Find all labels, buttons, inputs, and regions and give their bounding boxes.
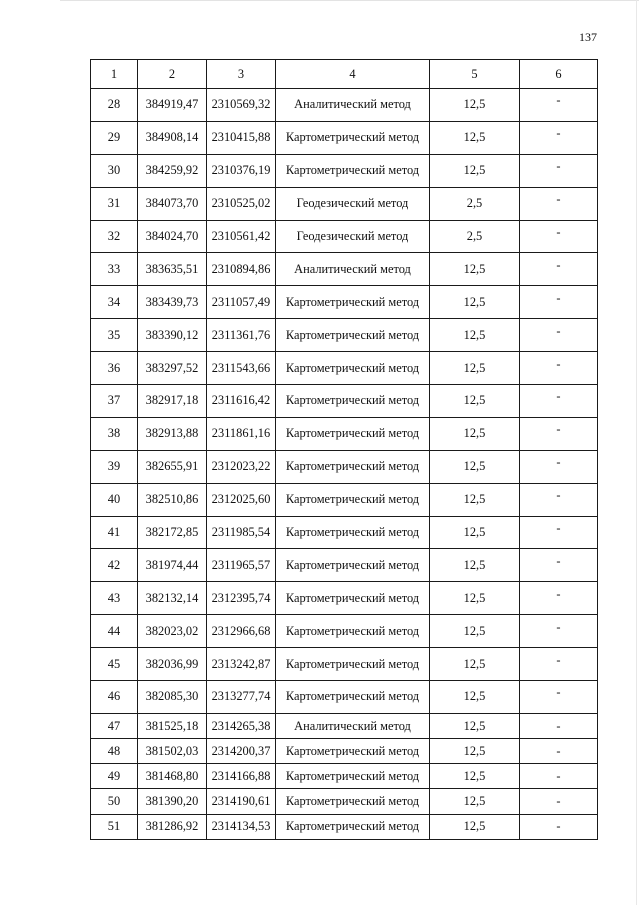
column-header: 2 (138, 60, 207, 89)
dash-mark: - (556, 323, 561, 338)
table-row (91, 483, 598, 516)
note-cell (520, 516, 598, 549)
y-coordinate-cell: 2311861,16 (207, 417, 276, 450)
x-coordinate-cell: 384908,14 (138, 121, 207, 154)
note-cell (520, 154, 598, 187)
x-coordinate-cell: 383439,73 (138, 286, 207, 319)
table-row (91, 615, 598, 648)
dash-mark: - (556, 455, 561, 470)
point-number-cell: 45 (91, 648, 138, 681)
method-cell: Аналитический метод (276, 713, 430, 738)
column-header: 5 (430, 60, 520, 89)
note-cell (520, 121, 598, 154)
page-right-edge (636, 0, 637, 905)
method-cell: Картометрический метод (276, 764, 430, 789)
point-number-cell: 35 (91, 319, 138, 352)
x-coordinate-cell: 381286,92 (138, 814, 207, 839)
point-number-cell: 49 (91, 764, 138, 789)
y-coordinate-cell: 2310561,42 (207, 220, 276, 253)
table-row (91, 739, 598, 764)
method-cell: Геодезический метод (276, 187, 430, 220)
method-cell: Картометрический метод (276, 417, 430, 450)
table-row (91, 516, 598, 549)
x-coordinate-cell: 381390,20 (138, 789, 207, 814)
table-row (91, 648, 598, 681)
dash-mark: - (556, 743, 561, 758)
point-number-cell: 38 (91, 417, 138, 450)
x-coordinate-cell: 382085,30 (138, 681, 207, 714)
table-row (91, 385, 598, 418)
y-coordinate-cell: 2314166,88 (207, 764, 276, 789)
y-coordinate-cell: 2311361,76 (207, 319, 276, 352)
note-cell (520, 89, 598, 122)
method-cell: Картометрический метод (276, 154, 430, 187)
point-number-cell: 47 (91, 713, 138, 738)
accuracy-cell: 12,5 (430, 739, 520, 764)
y-coordinate-cell: 2312966,68 (207, 615, 276, 648)
dash-mark: - (556, 619, 561, 634)
dash-mark: - (556, 521, 561, 536)
y-coordinate-cell: 2312023,22 (207, 450, 276, 483)
method-cell: Картометрический метод (276, 286, 430, 319)
accuracy-cell: 12,5 (430, 681, 520, 714)
note-cell (520, 253, 598, 286)
note-cell (520, 549, 598, 582)
note-cell (520, 187, 598, 220)
x-coordinate-cell: 384919,47 (138, 89, 207, 122)
dash-mark: - (556, 257, 561, 272)
dash-mark: - (556, 290, 561, 305)
accuracy-cell: 12,5 (430, 713, 520, 738)
accuracy-cell: 12,5 (430, 483, 520, 516)
point-number-cell: 32 (91, 220, 138, 253)
accuracy-cell: 12,5 (430, 352, 520, 385)
note-cell (520, 286, 598, 319)
x-coordinate-cell: 382036,99 (138, 648, 207, 681)
note-cell (520, 385, 598, 418)
x-coordinate-cell: 384024,70 (138, 220, 207, 253)
table-row (91, 187, 598, 220)
method-cell: Картометрический метод (276, 352, 430, 385)
y-coordinate-cell: 2311616,42 (207, 385, 276, 418)
y-coordinate-cell: 2310894,86 (207, 253, 276, 286)
y-coordinate-cell: 2311965,57 (207, 549, 276, 582)
x-coordinate-cell: 382655,91 (138, 450, 207, 483)
accuracy-cell: 2,5 (430, 220, 520, 253)
x-coordinate-cell: 383635,51 (138, 253, 207, 286)
method-cell: Картометрический метод (276, 648, 430, 681)
method-cell: Геодезический метод (276, 220, 430, 253)
point-number-cell: 33 (91, 253, 138, 286)
table-row (91, 319, 598, 352)
y-coordinate-cell: 2314134,53 (207, 814, 276, 839)
accuracy-cell: 2,5 (430, 187, 520, 220)
point-number-cell: 34 (91, 286, 138, 319)
y-coordinate-cell: 2310525,02 (207, 187, 276, 220)
note-cell (520, 220, 598, 253)
method-cell: Картометрический метод (276, 483, 430, 516)
dash-mark: - (556, 794, 561, 809)
note-cell (520, 319, 598, 352)
x-coordinate-cell: 381974,44 (138, 549, 207, 582)
accuracy-cell: 12,5 (430, 286, 520, 319)
accuracy-cell: 12,5 (430, 582, 520, 615)
point-number-cell: 39 (91, 450, 138, 483)
note-cell (520, 681, 598, 714)
table-row (91, 417, 598, 450)
table-row (91, 286, 598, 319)
dash-mark: - (556, 718, 561, 733)
note-cell (520, 814, 598, 839)
point-number-cell: 30 (91, 154, 138, 187)
method-cell: Картометрический метод (276, 549, 430, 582)
x-coordinate-cell: 381468,80 (138, 764, 207, 789)
y-coordinate-cell: 2310569,32 (207, 89, 276, 122)
method-cell: Картометрический метод (276, 121, 430, 154)
y-coordinate-cell: 2312025,60 (207, 483, 276, 516)
table-row (91, 154, 598, 187)
table-row (91, 89, 598, 122)
accuracy-cell: 12,5 (430, 385, 520, 418)
column-header: 6 (520, 60, 598, 89)
accuracy-cell: 12,5 (430, 154, 520, 187)
note-cell (520, 789, 598, 814)
note-cell (520, 648, 598, 681)
accuracy-cell: 12,5 (430, 764, 520, 789)
note-cell (520, 713, 598, 738)
method-cell: Картометрический метод (276, 615, 430, 648)
point-number-cell: 51 (91, 814, 138, 839)
method-cell: Картометрический метод (276, 789, 430, 814)
y-coordinate-cell: 2313277,74 (207, 681, 276, 714)
method-cell: Аналитический метод (276, 253, 430, 286)
point-number-cell: 48 (91, 739, 138, 764)
accuracy-cell: 12,5 (430, 253, 520, 286)
page-top-edge (60, 0, 639, 1)
note-cell (520, 450, 598, 483)
point-number-cell: 43 (91, 582, 138, 615)
x-coordinate-cell: 382510,86 (138, 483, 207, 516)
table-header-row (91, 60, 598, 89)
dash-mark: - (556, 586, 561, 601)
point-number-cell: 42 (91, 549, 138, 582)
dash-mark: - (556, 126, 561, 141)
dash-mark: - (556, 192, 561, 207)
method-cell: Картометрический метод (276, 681, 430, 714)
note-cell (520, 615, 598, 648)
x-coordinate-cell: 381525,18 (138, 713, 207, 738)
accuracy-cell: 12,5 (430, 814, 520, 839)
note-cell (520, 764, 598, 789)
y-coordinate-cell: 2311057,49 (207, 286, 276, 319)
accuracy-cell: 12,5 (430, 648, 520, 681)
x-coordinate-cell: 383297,52 (138, 352, 207, 385)
method-cell: Картометрический метод (276, 450, 430, 483)
x-coordinate-cell: 382172,85 (138, 516, 207, 549)
table-row (91, 681, 598, 714)
table-row (91, 352, 598, 385)
accuracy-cell: 12,5 (430, 121, 520, 154)
x-coordinate-cell: 382023,02 (138, 615, 207, 648)
method-cell: Картометрический метод (276, 739, 430, 764)
note-cell (520, 739, 598, 764)
page-number: 137 (579, 30, 597, 44)
point-number-cell: 44 (91, 615, 138, 648)
table-row (91, 220, 598, 253)
y-coordinate-cell: 2311985,54 (207, 516, 276, 549)
accuracy-cell: 12,5 (430, 450, 520, 483)
y-coordinate-cell: 2313242,87 (207, 648, 276, 681)
note-cell (520, 483, 598, 516)
method-cell: Картометрический метод (276, 582, 430, 615)
accuracy-cell: 12,5 (430, 516, 520, 549)
note-cell (520, 352, 598, 385)
method-cell: Картометрический метод (276, 385, 430, 418)
point-number-cell: 28 (91, 89, 138, 122)
table-row (91, 253, 598, 286)
y-coordinate-cell: 2311543,66 (207, 352, 276, 385)
x-coordinate-cell: 382913,88 (138, 417, 207, 450)
table-row (91, 764, 598, 789)
y-coordinate-cell: 2314200,37 (207, 739, 276, 764)
dash-mark: - (556, 553, 561, 568)
accuracy-cell: 12,5 (430, 319, 520, 352)
column-header: 4 (276, 60, 430, 89)
dash-mark: - (556, 685, 561, 700)
column-header: 1 (91, 60, 138, 89)
dash-mark: - (556, 422, 561, 437)
note-cell (520, 417, 598, 450)
point-number-cell: 36 (91, 352, 138, 385)
method-cell: Картометрический метод (276, 516, 430, 549)
x-coordinate-cell: 383390,12 (138, 319, 207, 352)
point-number-cell: 41 (91, 516, 138, 549)
dash-mark: - (556, 159, 561, 174)
method-cell: Картометрический метод (276, 319, 430, 352)
dash-mark: - (556, 356, 561, 371)
accuracy-cell: 12,5 (430, 789, 520, 814)
accuracy-cell: 12,5 (430, 89, 520, 122)
dash-mark: - (556, 819, 561, 834)
table-row (91, 814, 598, 839)
point-number-cell: 31 (91, 187, 138, 220)
point-number-cell: 50 (91, 789, 138, 814)
method-cell: Картометрический метод (276, 814, 430, 839)
x-coordinate-cell: 382132,14 (138, 582, 207, 615)
y-coordinate-cell: 2314190,61 (207, 789, 276, 814)
point-number-cell: 37 (91, 385, 138, 418)
x-coordinate-cell: 382917,18 (138, 385, 207, 418)
table-row (91, 789, 598, 814)
dash-mark: - (556, 225, 561, 239)
y-coordinate-cell: 2314265,38 (207, 713, 276, 738)
accuracy-cell: 12,5 (430, 615, 520, 648)
accuracy-cell: 12,5 (430, 417, 520, 450)
dash-mark: - (556, 652, 561, 667)
point-number-cell: 40 (91, 483, 138, 516)
table-row (91, 582, 598, 615)
y-coordinate-cell: 2310415,88 (207, 121, 276, 154)
x-coordinate-cell: 384259,92 (138, 154, 207, 187)
table-row (91, 713, 598, 738)
y-coordinate-cell: 2310376,19 (207, 154, 276, 187)
column-header: 3 (207, 60, 276, 89)
table-row (91, 450, 598, 483)
dash-mark: - (556, 768, 561, 783)
note-cell (520, 582, 598, 615)
y-coordinate-cell: 2312395,74 (207, 582, 276, 615)
accuracy-cell: 12,5 (430, 549, 520, 582)
table-row (91, 549, 598, 582)
point-number-cell: 46 (91, 681, 138, 714)
table-row (91, 121, 598, 154)
dash-mark: - (556, 93, 561, 108)
method-cell: Аналитический метод (276, 89, 430, 122)
point-number-cell: 29 (91, 121, 138, 154)
dash-mark: - (556, 389, 561, 404)
coordinates-table (90, 59, 598, 840)
dash-mark: - (556, 488, 561, 503)
x-coordinate-cell: 384073,70 (138, 187, 207, 220)
x-coordinate-cell: 381502,03 (138, 739, 207, 764)
